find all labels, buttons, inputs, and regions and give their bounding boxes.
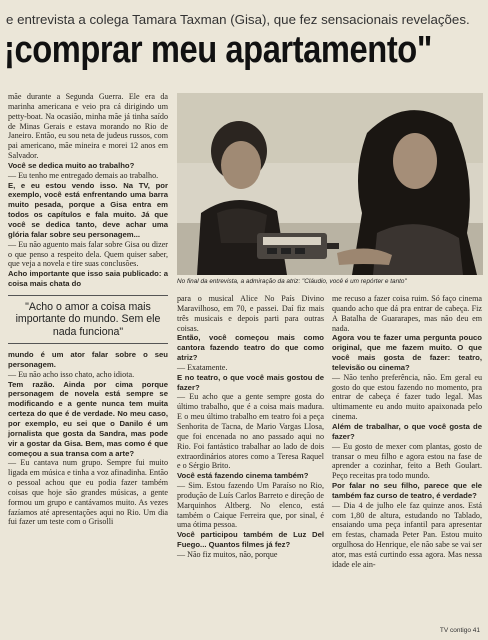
answer: — Dia 4 de julho ele faz quinze anos. Está com 1,80 de altura, estudando no Tablado, ensaiando uma peça infantil para apresentar em festas, chamada Peter Pan. Estou muito orgulhosa do Henrique, ele não sabe se vai ser ator, mas está curtindo essa agora. Mas nessa idade ele ain- bbox=[332, 500, 482, 569]
answer: — Eu acho que a gente sempre gosta do último trabalho, que é a coisa mais madura. E o meu último trabalho em teatro foi a peça Senhorita de Tacna, de Mario Vargas Llosa, que foi encenada no ano passado aqui no Rio. Foi fantástico trabalhar ao lado de dois extraordinários atores como a Teresa Raquel e o Sérgio Brito. bbox=[177, 392, 324, 471]
question: Agora vou te fazer uma pergunta pouco original, que me fazem muito. O que você mais gosta de fazer: teatro, televisão ou cinema? bbox=[332, 333, 482, 372]
question: E, e eu estou vendo isso. Na TV, por exemplo, você está enfrentando uma barra muito pesada, porque a Gisa entra em todos os capítulos e fala muito. Já que você se dedica tanto, deve achar uma glória falar sobre seu personagem... bbox=[8, 180, 168, 239]
column-2 bbox=[177, 294, 324, 560]
question: Além de trabalhar, o que você gosta de fazer? bbox=[332, 421, 482, 441]
paragraph: para o musical Alice No País Divino Maravilhoso, em 70, e passei. Daí fiz mais três musicais e depois parti para outras coisas. bbox=[177, 294, 324, 333]
answer: — Não fiz muitos, não, porque bbox=[177, 549, 278, 559]
paragraph: mãe durante a Segunda Guerra. Ele era da marinha americana e veio pra cá dirigindo um petty-boat. Na ocasião, minha mãe já tinha saído de Minas Gerais e estava morando no Rio de Janeiro. Então, eu sou neta de judeus russos, com pai americano, mãe mineira e morei 12 anos em Salvador. bbox=[8, 92, 168, 161]
answer: — Não tenho preferência, não. Em geral eu gosto do que estou fazendo no momento, pra entrar de cabeça é fazer tudo legal. Mas ultimamente eu ando muito apaixonada pelo cinema. bbox=[332, 372, 482, 422]
question: Você está fazendo cinema também? bbox=[177, 471, 309, 481]
intro-line: e entrevista a colega Tamara Taxman (Gisa), que fez sensacionais revelações. bbox=[6, 12, 470, 27]
question: Então, você começou mais como cantora fazendo teatro do que como atriz? bbox=[177, 333, 324, 363]
answer: — Eu não acho isso chato, acho idiota. bbox=[8, 369, 135, 379]
answer: — Exatamente. bbox=[177, 362, 228, 372]
question: Você participou também de Luz Del Fuego... Quantos filmes já fez? bbox=[177, 530, 324, 550]
question: Acho importante que isso saia publicado: a coisa mais chata do bbox=[8, 269, 168, 289]
column-1 bbox=[8, 92, 168, 527]
pull-quote: "Acho o amor a coisa mais importante do mundo. Sem ele nada funciona" bbox=[8, 295, 168, 344]
interview-photo bbox=[177, 93, 483, 275]
headline: ¡comprar meu apartamento" bbox=[4, 29, 432, 71]
column-3 bbox=[332, 294, 482, 570]
question: Você se dedica muito ao trabalho? bbox=[8, 160, 135, 170]
answer: — Eu cantava num grupo. Sempre fui muito ligada em música e tinha a voz afinadinha. Então o pessoal achou que eu podia fazer também coisas que hoje são grandes músicas, a gente formou um grupo e cantávamos muito. As vezes fazíamos até apresentações aqui no Rio. Um dia fui fazer um teste com o Grisolli bbox=[8, 458, 168, 527]
paragraph: me recuso a fazer coisa ruim. Só faço cinema quando acho que dá pra entrar de cabeça. Fiz A Batalha de Guararapes, mas não deu em nada. bbox=[332, 294, 482, 333]
answer: — Eu gosto de mexer com plantas, gosto de transar o meu filho e agora estou na fase de aprender a cozinhar, feito a Beth Goulart. Peço receitas pra todo mundo. bbox=[332, 441, 482, 481]
question: Tem razão. Ainda por cima porque personagem de novela está sempre se modificando e a gente nunca tem muita certeza do que é de verdade. No meu caso, por exemplo, eu sei que o Danilo é um jornalista que gosta da Sandra, mas pode vir a gostar da Gisa. Bem, mas como é que começou a sua transa com a arte? bbox=[8, 379, 168, 458]
answer: — Sim. Estou fazendo Um Paraíso no Rio, produção de Luís Carlos Barreto e direção de Marquinhos Altberg. No elenco, está também o Caique Ferreira que, por sinal, é uma ótima pessoa. bbox=[177, 481, 324, 530]
photo-caption: No final da entrevista, a admiração da atriz: "Cláudio, você é um repórter e tanto" bbox=[177, 278, 407, 285]
question: E no teatro, o que você mais gostou de fazer? bbox=[177, 372, 324, 392]
page-footer: TV contigo 41 bbox=[439, 627, 480, 634]
answer: — Eu tenho me entregado demais ao trabalho. bbox=[8, 170, 159, 180]
question: Por falar no seu filho, parece que ele também faz curso de teatro, é verdade? bbox=[332, 481, 482, 500]
question: mundo é um ator falar sobre o seu personagem. bbox=[8, 350, 168, 369]
answer: — Eu não aguento mais falar sobre Gisa ou dizer o que penso a respeito dela. Quem quiser saber, que veja a novela e tire suas conclusões. bbox=[8, 239, 168, 269]
photo-illustration bbox=[177, 93, 483, 275]
